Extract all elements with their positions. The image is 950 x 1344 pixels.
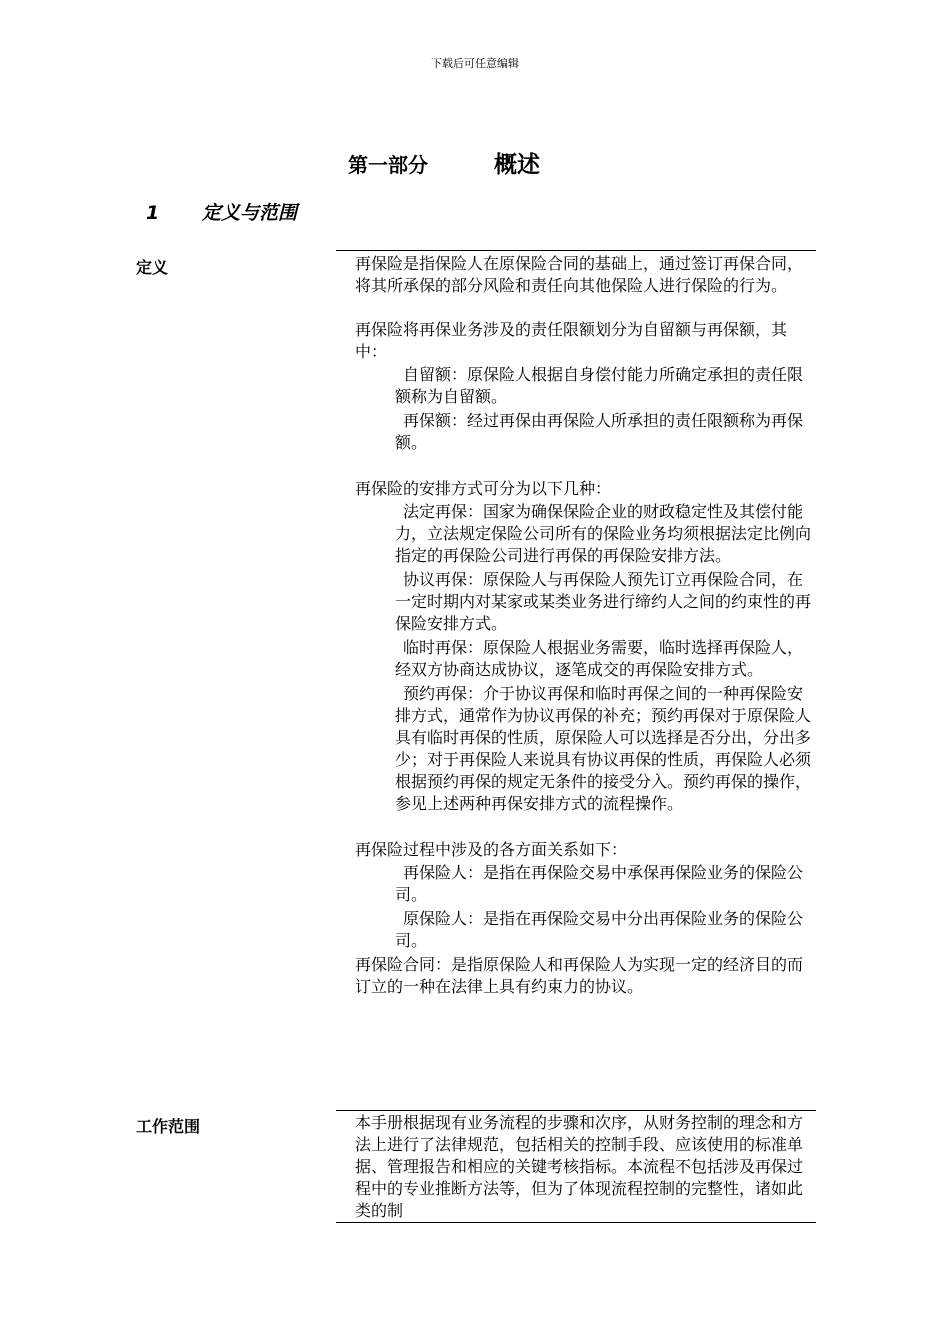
definition-top-rule [336,250,816,251]
section-title: 定义与范围 [202,202,298,224]
definition-paragraph: 再保险是指保险人在原保险合同的基础上，通过签订再保合同，将其所承保的部分风险和责任向其他保险人进行保险的行为。 [355,254,804,295]
arrangement-paragraph: 再保险的安排方式可分为以下几种： [355,479,612,498]
list-item-cedent: 原保险人：是指在再保险交易中分出再保险业务的保险公司。 [395,909,804,950]
scope-top-rule [336,1110,816,1111]
list-item-treaty: 协议再保：原保险人与再保险人预先订立再保险合同，在一定时期内对某家或某类业务进行缔约人之间的约束性的再保险安排方式。 [395,570,812,633]
page-header-note: 下载后可任意编辑 [431,57,519,70]
relations-paragraph: 再保险过程中涉及的各方面关系如下： [355,840,628,859]
scope-content [355,1112,811,1222]
list-item-statutory: 法定再保：国家为确保保险企业的财政稳定性及其偿付能力，立法规定保险公司所有的保险业务均须根据法定比例向指定的再保险公司进行再保的再保险安排方法。 [395,502,812,565]
contract-paragraph: 再保险合同：是指原保险人和再保险人为实现一定的经济目的而订立的一种在法律上具有约束力的协议。 [355,955,804,996]
part-label: 第一部分 [348,153,428,177]
scope-label: 工作范围 [136,1117,201,1136]
limit-paragraph: 再保险将再保业务涉及的责任限额划分为自留额与再保额，其中： [355,320,788,361]
list-item-facultative: 临时再保：原保险人根据业务需要，临时选择再保险人，经双方协商达成协议，逐笔成交的再保险安排方式。 [395,638,804,679]
scope-paragraph: 本手册根据现有业务流程的步骤和次序，从财务控制的理念和方法上进行了法律规范，包括相关的控制手段、应该使用的标准单据、管理报告和相应的关键考核指标。本流程不包括涉及再保过程中的专业推断方法等，但为了体现流程控制的完整性，诸如此类的制 [355,1113,804,1220]
list-item-reinsurance-amount: 再保额：经过再保由再保险人所承担的责任限额称为再保额。 [395,411,804,452]
definition-content [355,253,811,998]
list-item-retention: 自留额：原保险人根据自身偿付能力所确定承担的责任限额称为自留额。 [395,365,804,406]
section-heading [146,198,546,228]
scope-bottom-rule [336,1222,816,1223]
list-item-open-cover: 预约再保：介于协议再保和临时再保之间的一种再保险安排方式，通常作为协议再保的补充；预约再保对于原保险人具有临时再保的性质，原保险人可以选择是否分出，分出多少；对于再保险人来说具有协议再保的性质，再保险人必须根据预约再保的规定无条件的接受分入。预约再保的操作，参见上述两种再保安排方式的流程操作。 [395,684,812,813]
list-item-reinsurer: 再保险人：是指在再保险交易中承保再保险业务的保险公司。 [395,863,804,904]
section-number: 1 [146,202,160,224]
definition-label: 定义 [136,258,169,277]
part-title [348,150,648,180]
part-name: 概述 [494,152,540,178]
